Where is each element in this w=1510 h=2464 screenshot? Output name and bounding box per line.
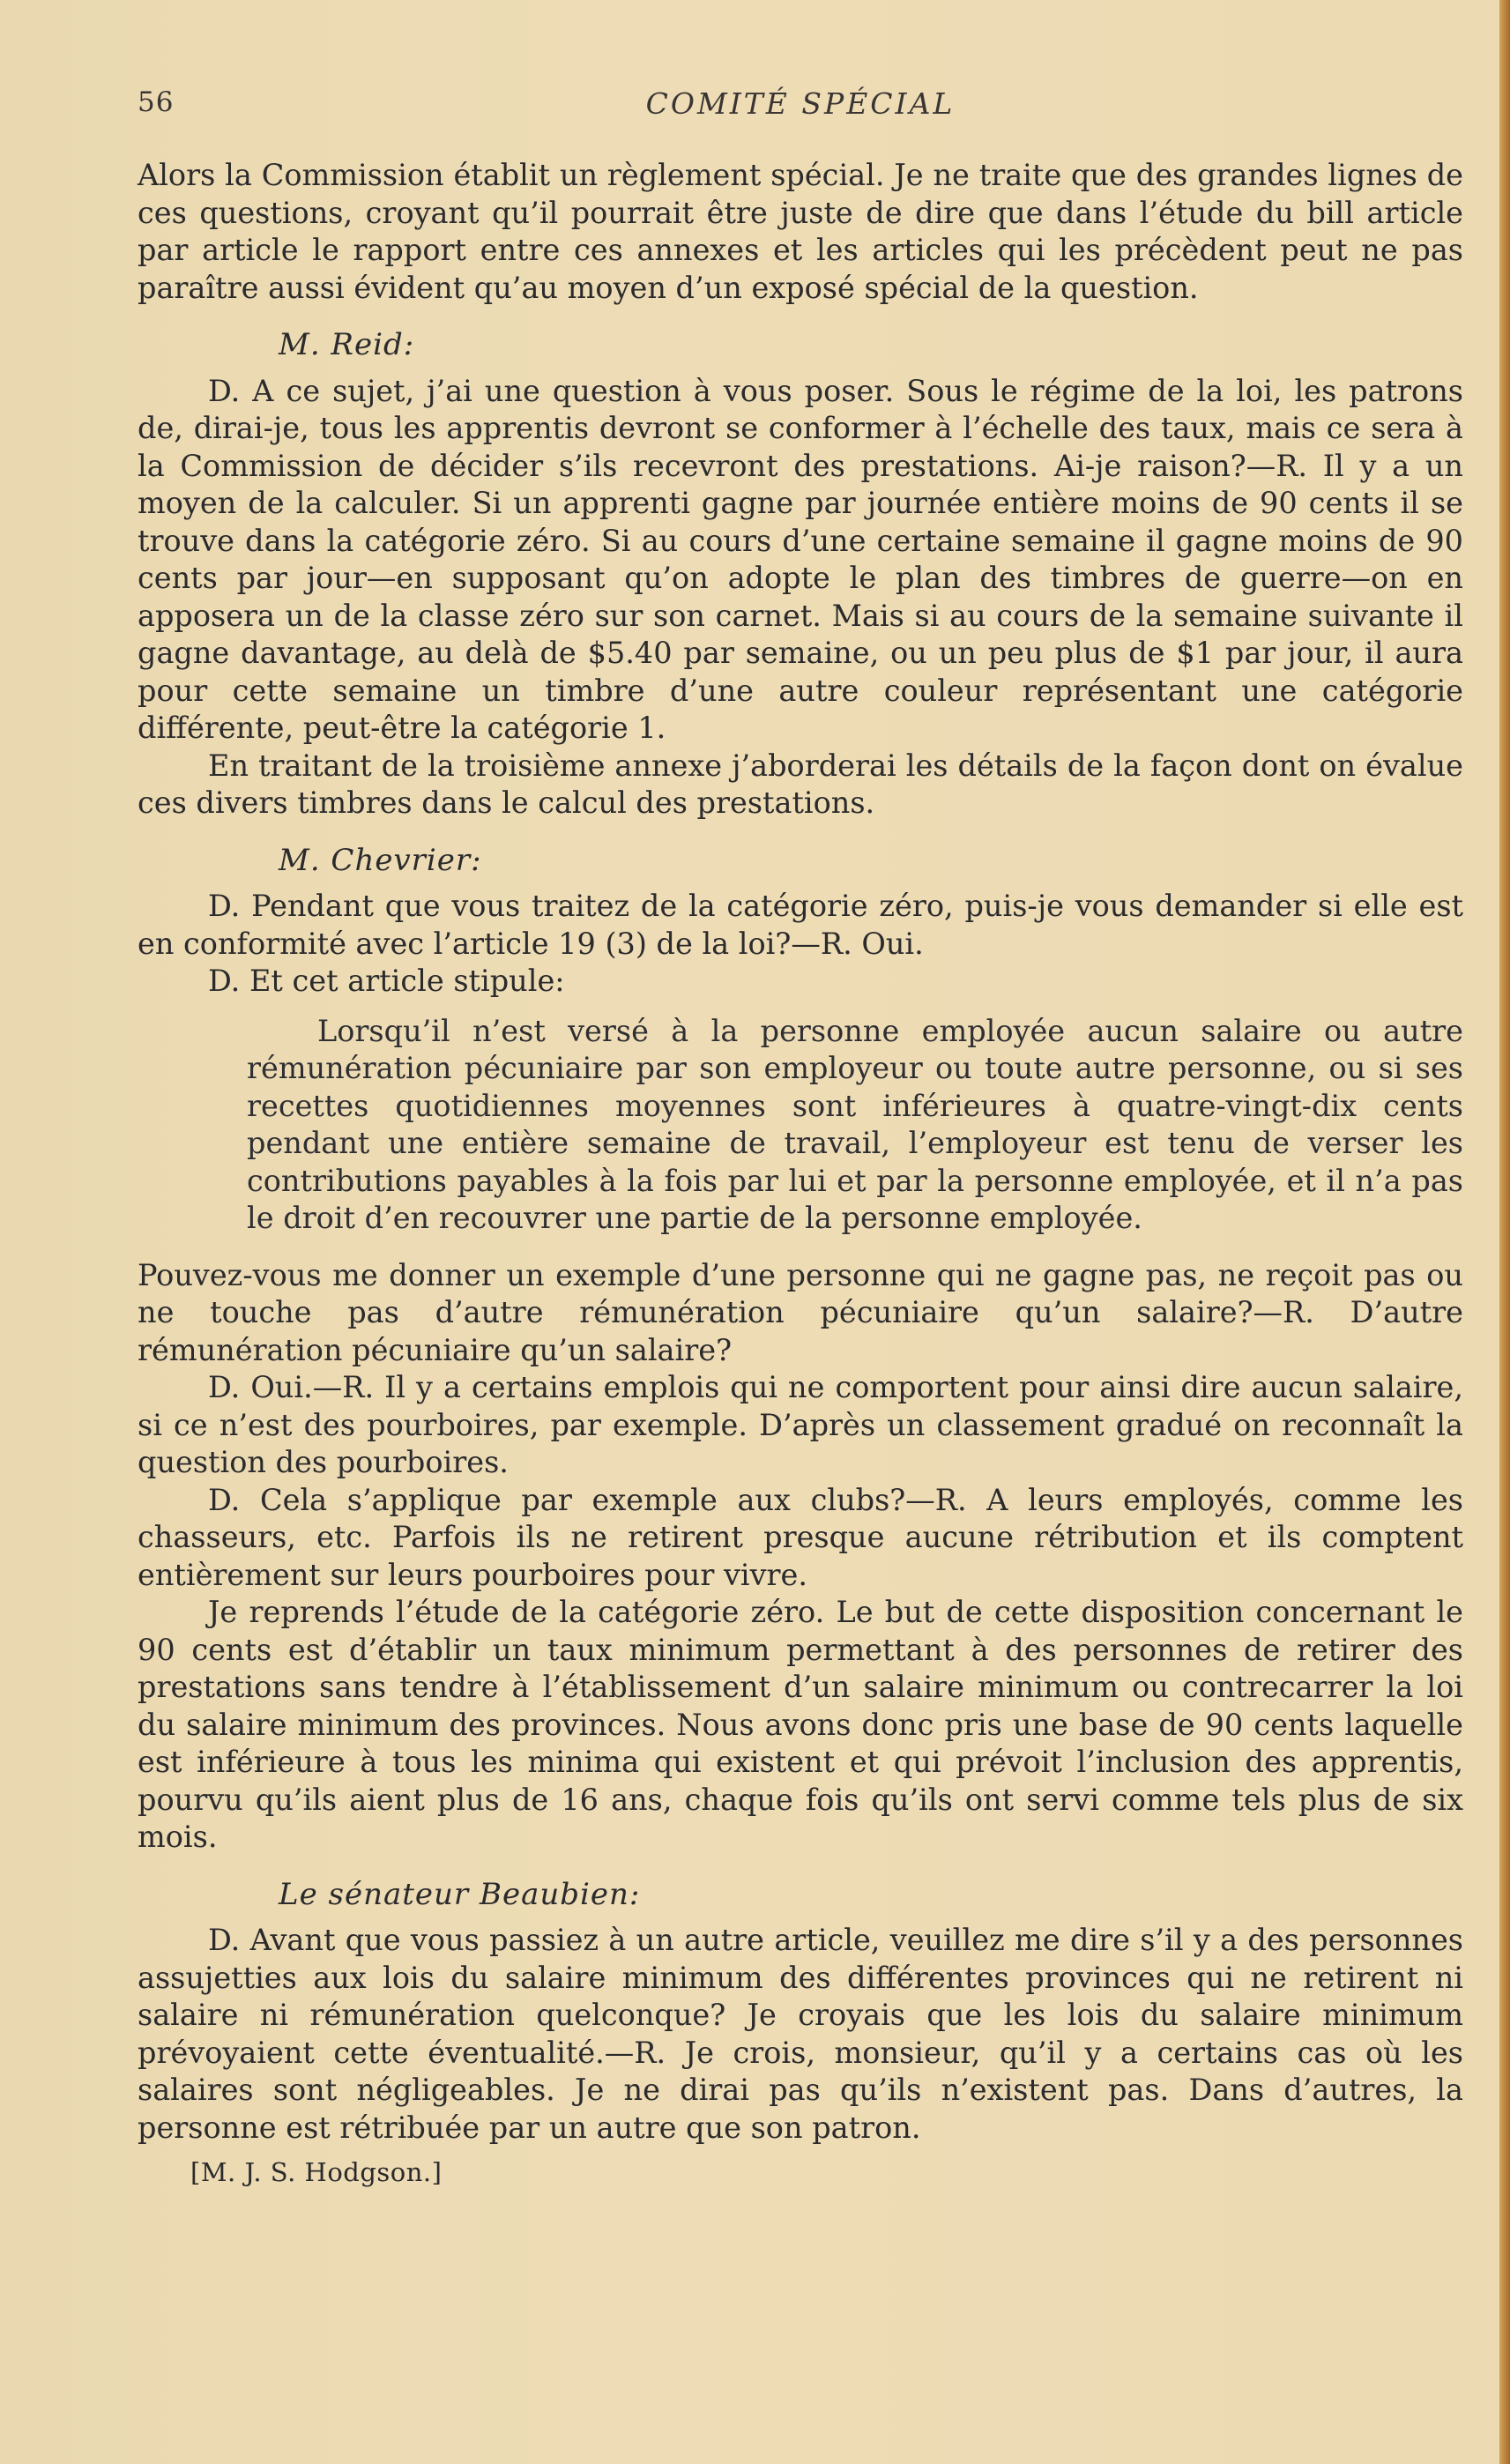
block-quote: Lorsqu’il n’est versé à la personne employée aucun salaire ou autre rémunération pécuniaire par son employeur ou toute autre personne, ou si ses recettes quotidiennes moyennes sont inférieures à quatre-vingt-dix cents pendant une entière semaine de travail, l’employeur est tenu de verser les contributions payables à la fois par lui et par la personne employée, et il n’a pas le droit d’en recouvrer une partie de la personne employée. — [247, 1013, 1463, 1235]
page-body — [138, 157, 1463, 2192]
speaker-signature: [M. J. S. Hodgson.] — [190, 2157, 443, 2187]
speaker-name: Le sénateur Beaubien: — [279, 1876, 641, 1912]
paragraph: D. Oui.—R. Il y a certains emplois qui ne comportent pour ainsi dire aucun salaire, si ce n’est des pourboires, par exemple. D’après un classement gradué on reconnaît la question des pourboires. — [138, 1370, 1463, 1479]
paragraph: Alors la Commission établit un règlement spécial. Je ne traite que des grandes lignes de ces questions, croyant qu’il pourrait être juste de dire que dans l’étude du bill article par article le rapport entre ces annexes et les articles qui les précèdent peut ne pas paraître aussi évident qu’au moyen d’un exposé spécial de la question. — [138, 158, 1463, 305]
page-header — [138, 86, 1463, 130]
paragraph: D. Pendant que vous traitez de la catégorie zéro, puis-je vous demander si elle est en conformité avec l’article 19 (3) de la loi?—R. Oui. — [138, 889, 1463, 961]
page-number: 56 — [138, 86, 175, 118]
running-title: COMITÉ SPÉCIAL — [645, 86, 956, 121]
speaker-name: M. Chevrier: — [279, 842, 482, 878]
paragraph: Pouvez-vous me donner un exemple d’une personne qui ne gagne pas, ne reçoit pas ou ne touche pas d’autre rémunération pécuniaire qu’un salaire?—R. D’autre rémunération pécuniaire qu’un salaire? — [138, 1257, 1463, 1367]
paragraph: D. A ce sujet, j’ai une question à vous poser. Sous le régime de la loi, les patrons de, dirai-je, tous les apprentis devront se conformer à l’échelle des taux, mais ce sera à la Commission de décider s’ils recevront des prestations. Ai-je raison?—R. Il y a un moyen de la calculer. Si un apprenti gagne par journée entière moins de 90 cents il se trouve dans la catégorie zéro. Si au cours d’une certaine semaine il gagne moins de 90 cents par jour—en supposant qu’on adopte le plan des timbres de guerre—on en apposera un de la classe zéro sur son carnet. Mais si au cours de la semaine suivante il gagne davantage, au delà de $5.40 par semaine, ou un peu plus de $1 par jour, il aura pour cette semaine un timbre d’une autre couleur représentant une catégorie différente, peut-être la catégorie 1. — [138, 373, 1463, 745]
paragraph: En traitant de la troisième annexe j’aborderai les détails de la façon dont on évalue ces divers timbres dans le calcul des prestations. — [138, 748, 1463, 820]
paragraph: D. Cela s’applique par exemple aux clubs?—R. A leurs employés, comme les chasseurs, etc. Parfois ils ne retirent presque aucune rétribution et ils comptent entièrement sur leurs pourboires pour vivre. — [138, 1482, 1463, 1592]
speaker-name: M. Reid: — [279, 327, 415, 362]
paragraph: D. Et cet article stipule: — [208, 964, 565, 998]
page-edge — [1499, 0, 1510, 2464]
paragraph: D. Avant que vous passiez à un autre article, veuillez me dire s’il y a des personnes assujetties aux lois du salaire minimum des différentes provinces qui ne retirent ni salaire ni rémunération quelconque? Je croyais que les lois du salaire minimum prévoyaient cette éventualité.—R. Je crois, monsieur, qu’il y a certains cas où les salaires sont négligeables. Je ne dirai pas qu’ils n’existent pas. Dans d’autres, la personne est rétribuée par un autre que son patron. — [138, 1923, 1463, 2145]
paragraph: Je reprends l’étude de la catégorie zéro. Le but de cette disposition concernant le 90 cents est d’établir un taux minimum permettant à des personnes de retirer des prestations sans tendre à l’établissement d’un salaire minimum ou contrecarrer la loi du salaire minimum des provinces. Nous avons donc pris une base de 90 cents laquelle est inférieure à tous les minima qui existent et qui prévoit l’inclusion des apprentis, pourvu qu’ils aient plus de 16 ans, chaque fois qu’ils ont servi comme tels plus de six mois. — [138, 1595, 1463, 1854]
